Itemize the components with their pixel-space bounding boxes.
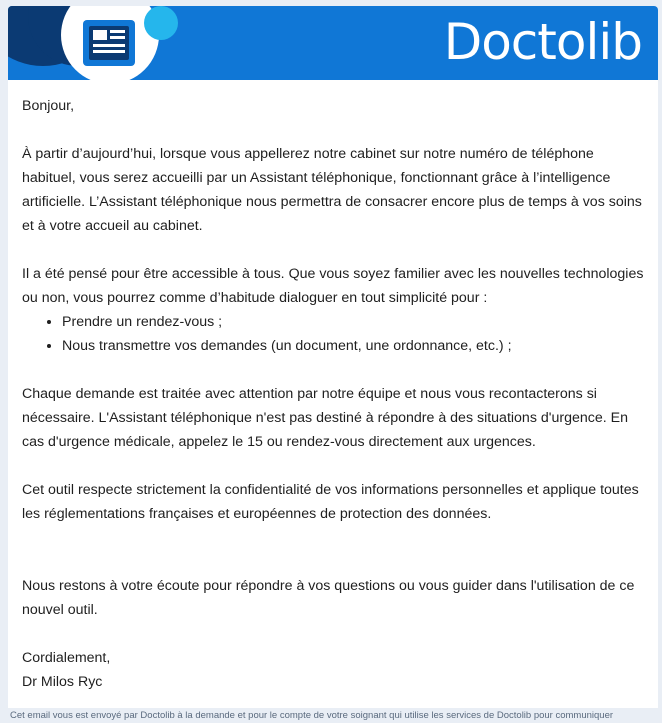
email-banner [8, 6, 658, 80]
email-body [22, 94, 648, 694]
newspaper-icon [83, 20, 135, 66]
paragraph-intro: À partir d’aujourd’hui, lorsque vous appellerez notre cabinet sur notre numéro de téléphone habituel, vous serez accueilli par un Assistant téléphonique, fonctionnant grâce à l’intelligence artificielle. L’Assistant téléphonique nous permettra de consacrer encore plus de temps à vos soins et à votre accueil au cabinet. [22, 146, 642, 234]
list-item: • Prendre un rendez-vous ; [62, 310, 648, 334]
paragraph-urgency: Chaque demande est traitée avec attention par notre équipe et nous vous recontacterons si nécessaire. L'Assistant téléphonique n'est pas destiné à répondre à des situations d'urgence. En cas d'urgence médicale, appelez le 15 ou rendez-vous directement aux urgences. [22, 386, 628, 450]
services-list [22, 310, 648, 358]
closing-block [22, 646, 648, 694]
signature: Dr Milos Ryc [22, 674, 103, 690]
list-item: • Nous transmettre vos demandes (un document, une ordonnance, etc.) ; [62, 334, 648, 358]
email-card [8, 6, 658, 708]
paragraph-accessibility: Il a été pensé pour être accessible à tous. Que vous soyez familier avec les nouvelles technologies ou non, vous pourrez comme d’habitude dialoguer en tout simplicité pour : [22, 266, 644, 306]
email-footer-notice: Cet email vous est envoyé par Doctolib à la demande et pour le compte de votre soignant qui utilise les services de Doctolib pour communiquer [10, 710, 614, 721]
closing-text: Cordialement, [22, 650, 111, 666]
paragraph-contact: Nous restons à votre écoute pour répondre à vos questions ou vous guider dans l'utilisation de ce nouvel outil. [22, 578, 635, 618]
greeting: Bonjour, [22, 98, 75, 114]
paragraph-privacy: Cet outil respecte strictement la confidentialité de vos informations personnelles et applique toutes les réglementations françaises et européennes de protection des données. [22, 482, 639, 522]
banner-cyan-dot [144, 6, 178, 40]
doctolib-logo: Doctolib [443, 13, 642, 71]
